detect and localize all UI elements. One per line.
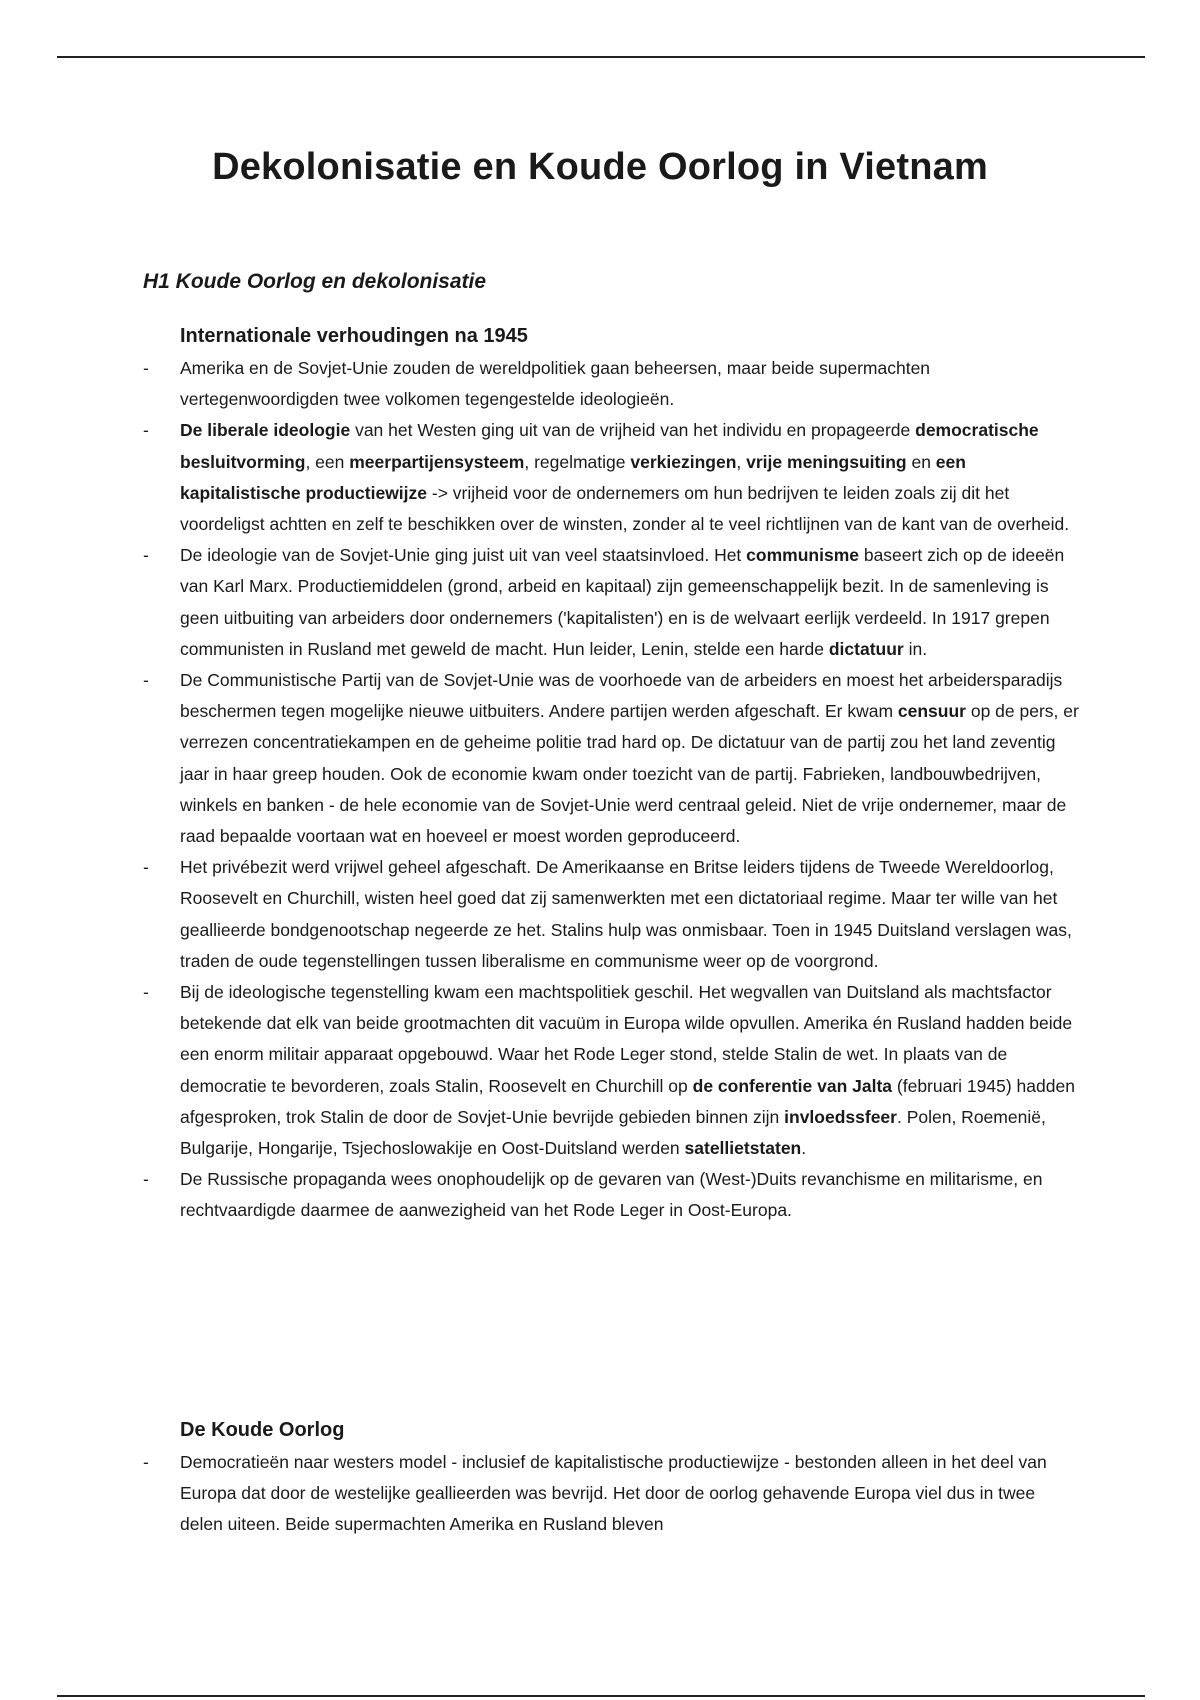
bold-term: de conferentie van Jalta [692, 1075, 893, 1096]
text-run: (februari 1945) hadden afgesproken, trok Stalin de door de Sovjet-Unie bevrijde gebieden binnen zijn [180, 1075, 1075, 1127]
text-run: Bij de ideologische tegenstelling kwam een machtspolitiek geschil. Het wegvallen van Duitsland als machtsfactor betekende dat elk van beide grootmachten dit vacuüm in Europa wilde opvullen. Amerika én Rusland hadden beide een enorm militair apparaat opgebouwd. Waar het Rode Leger stond, stelde Stalin de wet. In plaats van de democratie te bevorderen, zoals Stalin, Roosevelt en Churchill op [180, 982, 1073, 1096]
top-rule [57, 56, 1145, 58]
text-run: , een [305, 451, 350, 472]
text-run: . Polen, Roemenië, Bulgarije, Hongarije, Tsjechoslowakije en Oost-Duitsland werden [180, 1106, 1046, 1159]
text-run: Het privébezit werd vrijwel geheel afgeschaft. De Amerikaanse en Britse leiders tijdens de Tweede Wereldoorlog, Roosevelt en Churchill, wisten heel goed dat zij samenwerkten met een dictatoriaal regime. Maar ter wille van het geallieerde bondgenootschap negeerde ze het. Stalins hulp was onmisbaar. Toen in 1945 Duitsland verslagen was, traden de oude tegenstellingen tussen liberalisme en communisme weer op de voorgrond. [180, 857, 1072, 971]
bullet-dash: - [143, 545, 149, 566]
text-run: De Russische propaganda wees onophoudelijk op de gevaren van (West-)Duits revanchisme en militarisme, en rechtvaardigde daarmee de aanwezigheid van het Rode Leger in Oost-Europa. [180, 1169, 1043, 1221]
bullet-list [143, 1447, 1143, 1541]
text-run: baseert zich op de ideeën van Karl Marx. Productiemiddelen (grond, arbeid en kapitaal) zijn gemeenschappelijk bezit. In de samenleving is geen uitbuiting van arbeiders door ondernemers ('kapitalisten') en is de welvaart eerlijk verdeeld. In 1917 grepen communisten in Rusland met geweld de macht. Hun leider, Lenin, stelde een harde [180, 545, 1065, 659]
bold-term: communisme [746, 545, 859, 566]
list-item [143, 1164, 1080, 1226]
document-title: Dekolonisatie en Koude Oorlog in Vietnam [212, 146, 988, 188]
chapter-heading: H1 Koude Oorlog en dekolonisatie [143, 270, 487, 293]
bullet-dash: - [143, 420, 149, 441]
bullet-dash: - [143, 670, 149, 691]
bold-term: een kapitalistische productiewijze [180, 451, 966, 503]
bold-term: satellietstaten [684, 1138, 802, 1159]
text-run: Democratieën naar westers model - inclusief de kapitalistische productiewijze - bestonden alleen in het deel van Europa dat door de westelijke geallieerden was bevrijd. Het door de oorlog gehavende Europa viel dus in twee delen uiteen. Beide supermachten Amerika en Rusland bleven [180, 1452, 1047, 1535]
text-run: in. [903, 638, 928, 659]
bold-term: censuur [897, 701, 966, 722]
list-item [143, 1447, 1080, 1541]
bold-term: vrije meningsuiting [746, 451, 907, 472]
bold-term: verkiezingen [630, 451, 737, 472]
bold-term: meerpartijensysteem [349, 451, 525, 472]
list-item [143, 852, 1080, 977]
list-item [143, 977, 1080, 1164]
bullet-dash: - [143, 982, 149, 1003]
section-heading: De Koude Oorlog [180, 1419, 345, 1441]
list-item [143, 540, 1080, 665]
bold-term: democratische besluitvorming [180, 420, 1039, 472]
list-item [143, 353, 1080, 415]
text-run: . [801, 1138, 807, 1159]
text-run: De Communistische Partij van de Sovjet-Unie was de voorhoede van de arbeiders en moest het arbeidersparadijs beschermen tegen mogelijke nieuwe uitbuiters. Andere partijen werden afgeschaft. Er kwam [180, 670, 1063, 722]
text-run: , [736, 451, 747, 472]
bullet-list [143, 353, 1143, 1227]
text-run: -> vrijheid voor de ondernemers om hun bedrijven te leiden zoals zij dit het voordeligst achtten en zelf te beschikken over de winsten, zonder al te veel richtlijnen van de kant van de overheid. [180, 482, 1070, 535]
text-run: , regelmatige [524, 451, 631, 472]
bold-term: invloedssfeer [784, 1106, 897, 1127]
bold-term: dictatuur [828, 638, 904, 659]
text-run: en [906, 451, 936, 472]
section-koude-oorlog [143, 1415, 1143, 1541]
bullet-dash: - [143, 857, 149, 878]
text-run: Amerika en de Sovjet-Unie zouden de wereldpolitiek gaan beheersen, maar beide supermachten vertegenwoordigden twee volkomen tegengestelde ideologieën. [180, 358, 931, 410]
text-run: De ideologie van de Sovjet-Unie ging juist uit van veel staatsinvloed. Het [180, 545, 747, 566]
bullet-dash: - [143, 1169, 149, 1190]
text-run: van het Westen ging uit van de vrijheid van het individu en propageerde [350, 420, 916, 441]
list-item [143, 415, 1080, 540]
list-item [143, 665, 1080, 852]
text-run: op de pers, er verrezen concentratiekampen en de geheime politie trad hard op. De dictatuur van de partij zou het land zeventig jaar in haar greep houden. Ook de economie kwam onder toezicht van de partij. Fabrieken, landbouwbedrijven, winkels en banken - de hele economie van de Sovjet-Unie werd centraal geleid. Niet de vrije ondernemer, maar de raad bepaalde voortaan wat en hoeveel er moest worden geproduceerd. [180, 701, 1079, 847]
section-internationale-verhoudingen [143, 321, 1143, 1227]
bold-term: De liberale ideologie [180, 420, 351, 441]
bottom-rule [57, 1695, 1145, 1697]
section-heading: Internationale verhoudingen na 1945 [180, 325, 528, 347]
bullet-dash: - [143, 358, 149, 378]
bullet-dash: - [143, 1452, 149, 1472]
